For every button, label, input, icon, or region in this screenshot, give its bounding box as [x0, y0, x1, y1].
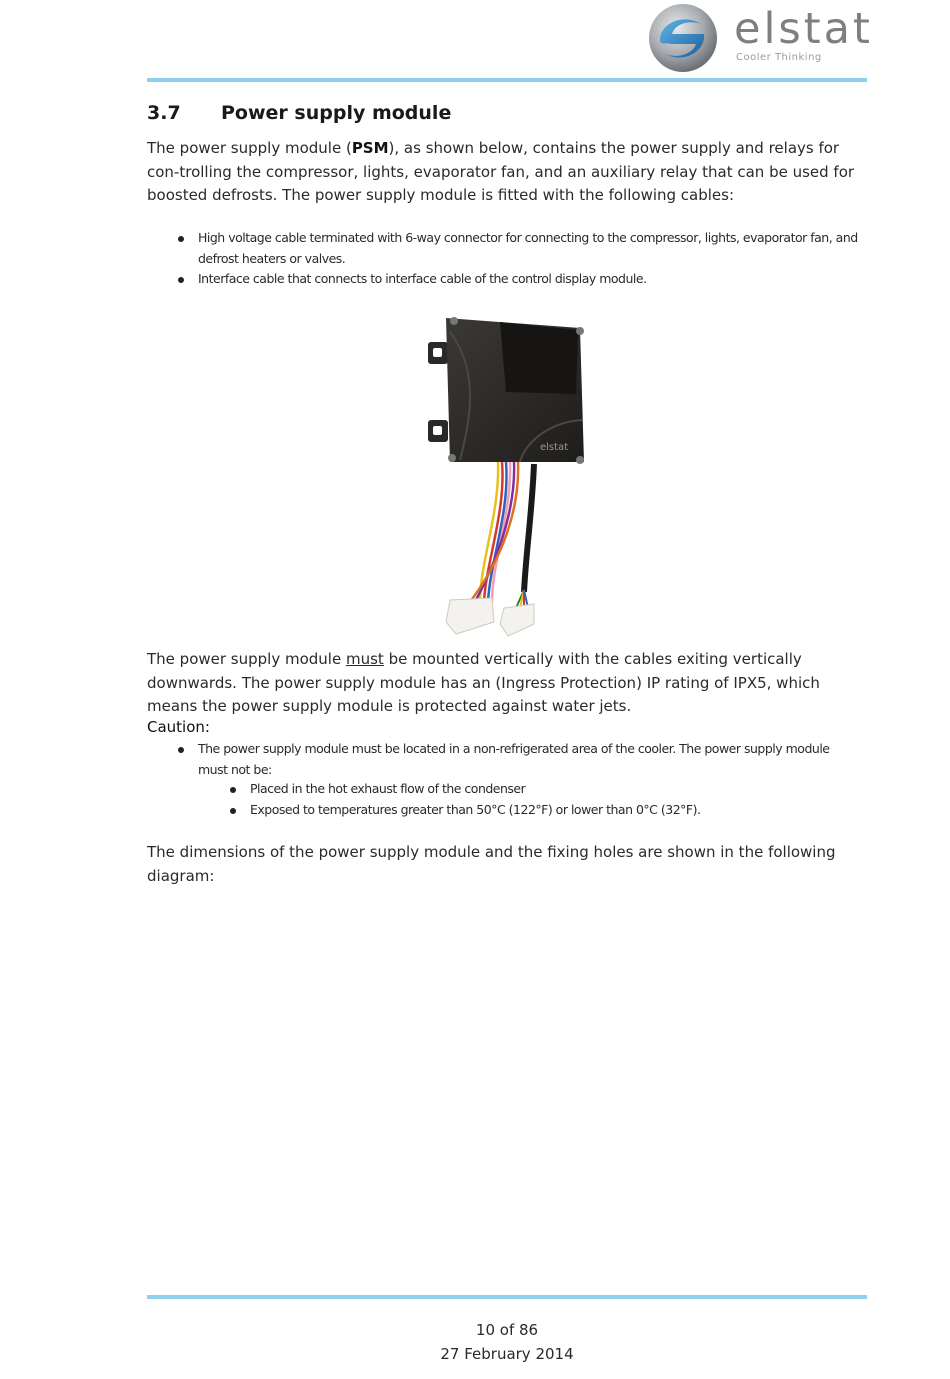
mounting-paragraph [147, 648, 869, 719]
caution-colon: : [204, 718, 210, 736]
mounting-hole [433, 426, 442, 435]
page-number: 10 of 86 [475, 1321, 539, 1339]
bullet-icon [178, 277, 184, 283]
cable-list [198, 228, 862, 290]
list-item [250, 779, 850, 800]
intro-paragraph [147, 137, 869, 208]
mounting-text-2: be mounted vertically with the cables exiting vertically downwards. The power supply module has an (Ingress Protection) IP rating of IPX5, which means the power supply module is protected against water jets. [147, 650, 820, 715]
footer-rule [147, 1295, 867, 1299]
intro-text-1: The power supply module ( [147, 139, 352, 157]
list-item [198, 228, 862, 269]
must-emphasis: must [345, 650, 384, 668]
interface-cable [524, 464, 534, 592]
list-item [250, 800, 850, 821]
caution-label [147, 718, 210, 736]
psm-abbreviation: PSM [351, 139, 389, 157]
logo-tagline: Cooler Thinking [736, 52, 822, 63]
screw-icon [576, 327, 584, 335]
mounting-text-1: The power supply module [147, 650, 346, 668]
screw-icon [450, 317, 458, 325]
screw-icon [576, 456, 584, 464]
screw-icon [448, 454, 456, 462]
caution-item-text: The power supply module must be located in a non-refrigerated area of the cooler. The power supply module must not be: [198, 741, 830, 777]
six-way-connector [446, 598, 494, 634]
section-number: 3.7 [147, 102, 181, 124]
bullet-icon [178, 236, 184, 242]
psm-photo [420, 312, 595, 644]
list-item [198, 739, 862, 780]
bullet-icon [230, 808, 236, 814]
intro-text-2: ), as shown below, contains the power supply and relays for con-trolling the compressor, lights, evaporator fan, and an auxiliary relay that can be used for boosted defrosts. The power supply module is fitted with the following cables: [147, 139, 855, 204]
caution-label-text: Caution [147, 718, 205, 736]
cable-item-text: High voltage cable terminated with 6-way connector for connecting to the compressor, lights, evaporator fan, and defrost heaters or valves. [198, 230, 858, 266]
housing-brand-label: elstat [540, 442, 569, 453]
elstat-logo [646, 2, 871, 74]
caution-subitem-text: Exposed to temperatures greater than 50°C (122°F) or lower than 0°C (32°F). [250, 801, 701, 817]
dimensions-paragraph: The dimensions of the power supply module and the fixing holes are shown in the following diagram: [147, 843, 836, 885]
caution-subitem-text: Placed in the hot exhaust flow of the condenser [250, 781, 526, 796]
wire-bundle [470, 462, 518, 602]
document-date: 27 February 2014 [440, 1345, 574, 1363]
header-rule [147, 78, 867, 82]
bullet-icon [230, 787, 236, 793]
elstat-logo-icon [646, 2, 720, 74]
section-title: Power supply module [221, 102, 452, 124]
bullet-icon [178, 747, 184, 753]
interface-connector [500, 604, 534, 636]
logo-wordmark: elstat [734, 4, 873, 54]
cable-item-text: Interface cable that connects to interface cable of the control display module. [198, 271, 647, 286]
caution-sublist [250, 779, 850, 820]
module-lid-recess [500, 322, 578, 394]
list-item [198, 269, 862, 290]
caution-list [198, 739, 862, 780]
section-heading [147, 102, 451, 124]
mounting-hole [433, 348, 442, 357]
